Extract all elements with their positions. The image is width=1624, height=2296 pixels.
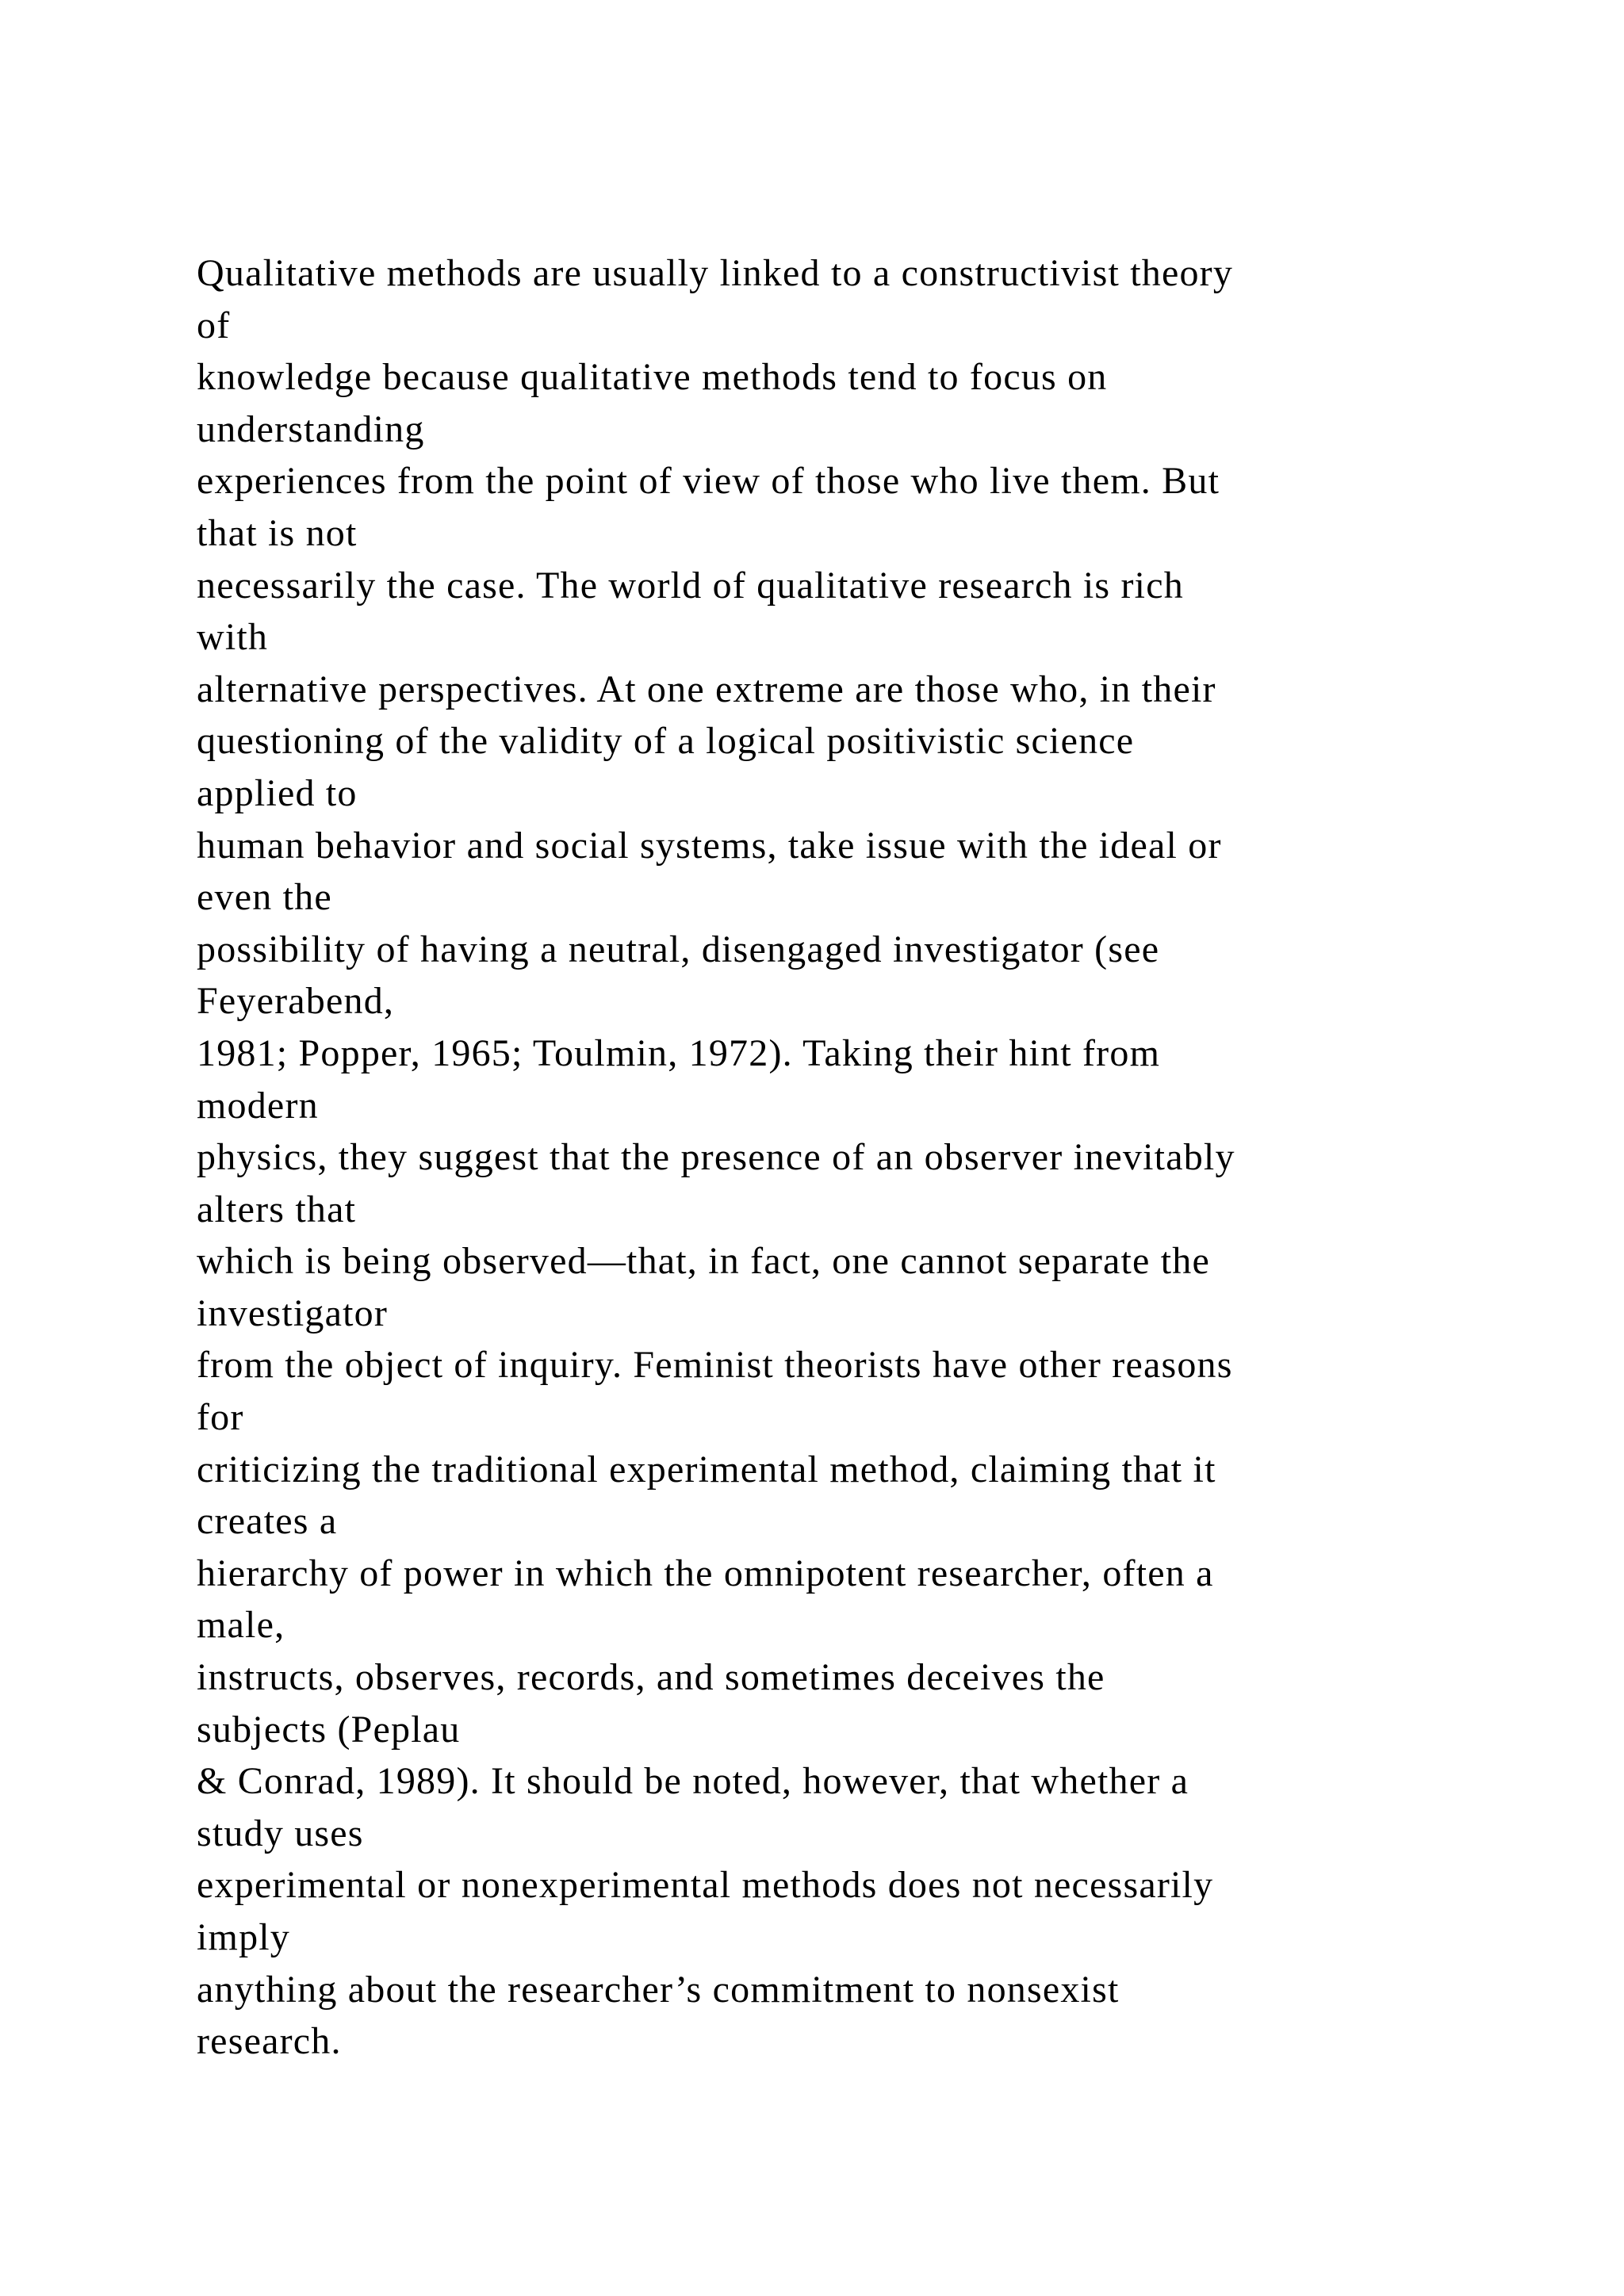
text-line: experimental or nonexperimental methods does not necessarily — [197, 1864, 1214, 1907]
text-line: even the — [197, 876, 332, 919]
text-line: research. — [197, 2020, 342, 2063]
text-line: human behavior and social systems, take issue with the ideal or — [197, 824, 1222, 867]
text-line: that is not — [197, 511, 358, 554]
text-line: alters that — [197, 1188, 357, 1230]
text-line: creates a — [197, 1500, 338, 1543]
text-line: subjects (Peplau — [197, 1708, 461, 1751]
text-line: imply — [197, 1916, 291, 1958]
text-line: hierarchy of power in which the omnipotent researcher, often a — [197, 1552, 1214, 1594]
text-line: 1981; Popper, 1965; Toulmin, 1972). Taking their hint from — [197, 1031, 1161, 1074]
text-line: for — [197, 1396, 244, 1439]
text-line: understanding — [197, 408, 425, 450]
text-line: Feyerabend, — [197, 980, 395, 1023]
text-line: investigator — [197, 1292, 389, 1334]
text-line: of — [197, 304, 231, 346]
text-line: Qualitative methods are usually linked to a constructivist theory — [197, 252, 1234, 294]
body-text — [197, 247, 1592, 2068]
text-line: possibility of having a neutral, disengaged investigator (see — [197, 928, 1160, 970]
text-line: necessarily the case. The world of qualitative research is rich — [197, 564, 1184, 607]
text-line: with — [197, 616, 269, 659]
text-line: anything about the researcher’s commitment to nonsexist — [197, 1968, 1120, 2011]
text-line: & Conrad, 1989). It should be noted, however, that whether a — [197, 1760, 1189, 1803]
text-line: modern — [197, 1084, 319, 1127]
text-line: instructs, observes, records, and sometimes deceives the — [197, 1656, 1105, 1699]
text-line: study uses — [197, 1812, 364, 1854]
text-line: questioning of the validity of a logical positivistic science — [197, 720, 1135, 763]
text-line: from the object of inquiry. Feminist theorists have other reasons — [197, 1344, 1233, 1387]
text-line: male, — [197, 1604, 285, 1647]
text-line: applied to — [197, 771, 358, 814]
text-line: experiences from the point of view of those who live them. But — [197, 460, 1220, 503]
text-line: knowledge because qualitative methods tend to focus on — [197, 356, 1108, 399]
text-line: which is being observed—that, in fact, one cannot separate the — [197, 1240, 1210, 1283]
text-line: physics, they suggest that the presence of an observer inevitably — [197, 1136, 1235, 1179]
text-line: criticizing the traditional experimental method, claiming that it — [197, 1448, 1216, 1490]
text-line: alternative perspectives. At one extreme are those who, in their — [197, 668, 1216, 710]
